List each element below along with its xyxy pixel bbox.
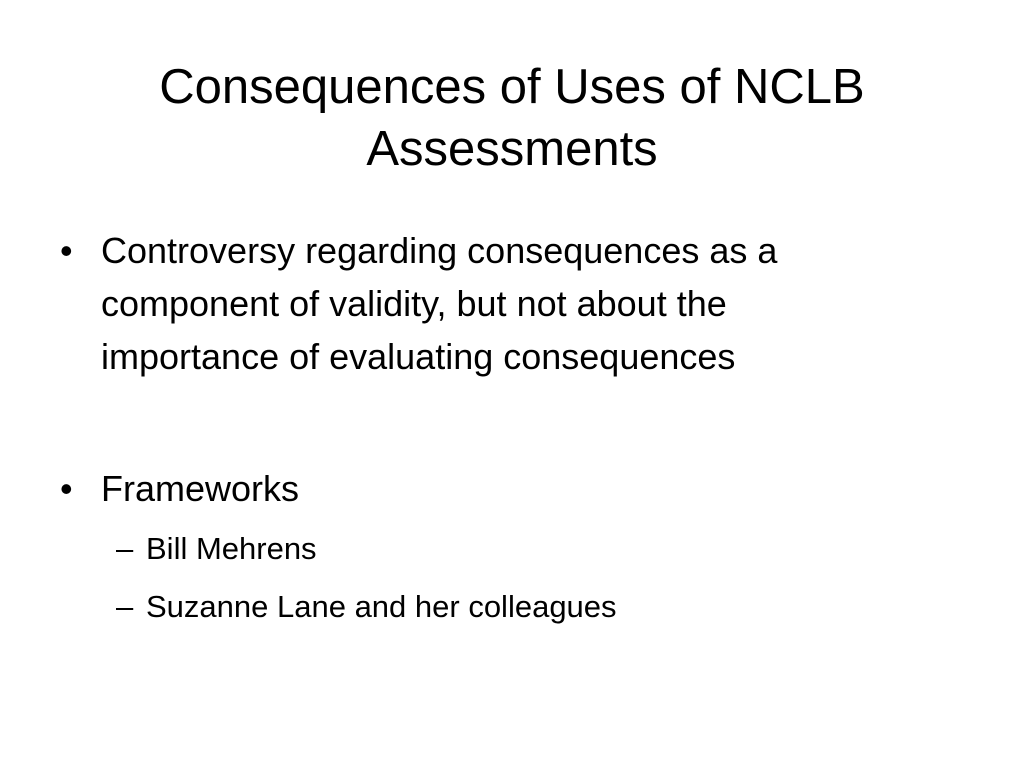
sub-bullet-item-bill-mehrens xyxy=(116,529,976,569)
slide-title xyxy=(60,56,964,180)
bullet-item-controversy xyxy=(60,224,980,383)
sub-bullet-marker: – xyxy=(116,531,134,566)
slide-title-line-2: Assessments xyxy=(366,122,658,176)
bullet-text xyxy=(101,224,980,383)
bullet-item-frameworks xyxy=(60,462,980,515)
bullet-text-line: Frameworks xyxy=(101,468,300,509)
sub-bullet-text: Bill Mehrens xyxy=(146,531,317,566)
bullet-text-line: component of validity, but not about the xyxy=(101,283,727,324)
bullet-marker: • xyxy=(60,468,73,509)
bullet-marker: • xyxy=(60,230,73,271)
bullet-text-line: importance of evaluating consequences xyxy=(101,336,736,377)
sub-bullet-marker: – xyxy=(116,589,134,624)
bullet-text xyxy=(101,462,980,515)
sub-bullet-text: Suzanne Lane and her colleagues xyxy=(146,589,617,624)
slide-title-line-1: Consequences of Uses of NCLB xyxy=(159,60,865,114)
sub-bullet-item-suzanne-lane xyxy=(116,587,976,627)
bullet-text-line: Controversy regarding consequences as a xyxy=(101,230,778,271)
